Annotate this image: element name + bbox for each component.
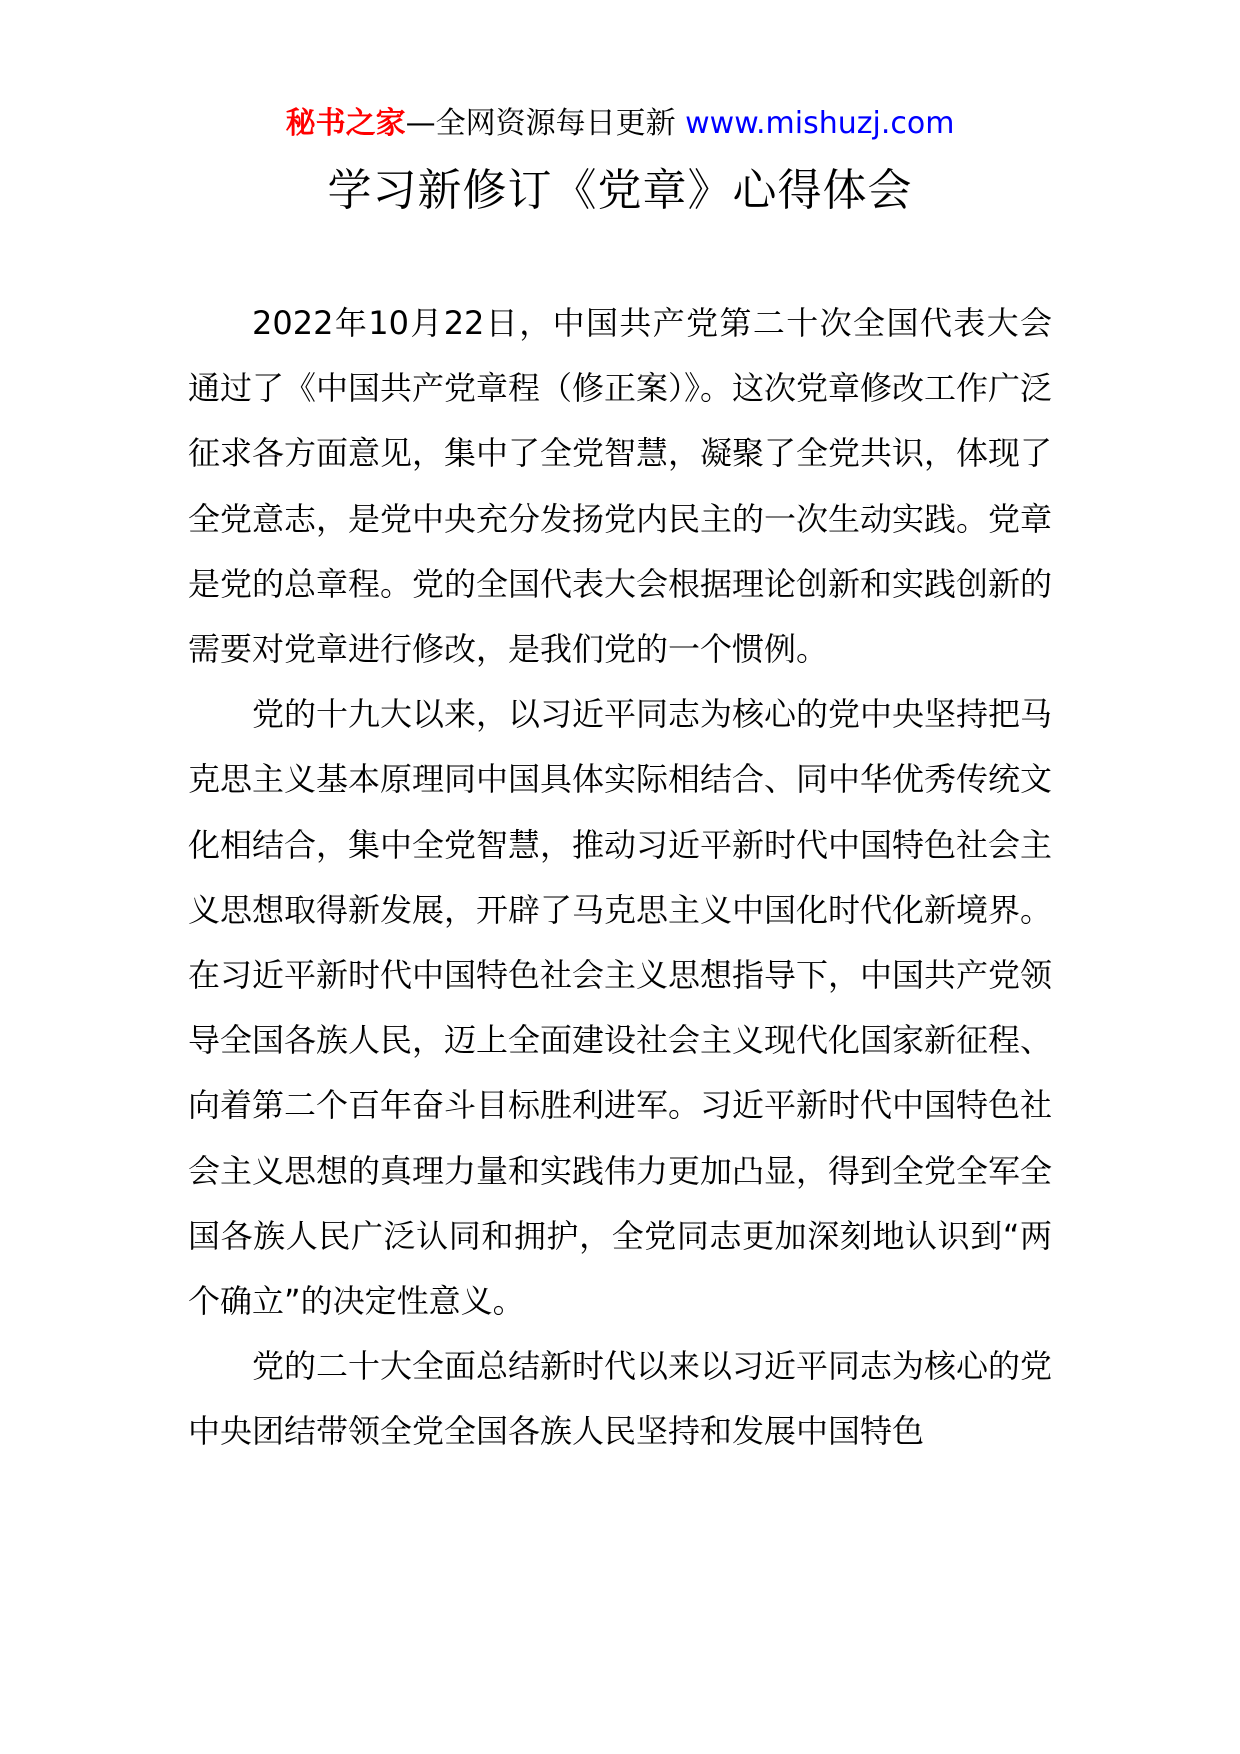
site-url: www.mishuzj.com: [685, 106, 955, 141]
paragraph: 2022年10月22日，中国共产党第二十次全国代表大会通过了《中国共产党章程（修正案）》。这次党章修改工作广泛征求各方面意见，集中了全党智慧，凝聚了全党共识，体现了全党意志，是党中央充分发扬党内民主的一次生动实践。党章是党的总章程。党的全国代表大会根据理论创新和实践创新的需要对党章进行修改，是我们党的一个惯例。: [188, 304, 1053, 669]
document-body: [188, 291, 1052, 1465]
site-name: 秘书之家: [285, 106, 406, 141]
paragraph: 党的二十大全面总结新时代以来以习近平同志为核心的党中央团结带领全党全国各族人民坚持和发展中国特色: [188, 1347, 1053, 1451]
paragraph: 党的十九大以来，以习近平同志为核心的党中央坚持把马克思主义基本原理同中国具体实际相结合、同中华优秀传统文化相结合，集中全党智慧，推动习近平新时代中国特色社会主义思想取得新发展，开辟了马克思主义中国化时代化新境界。在习近平新时代中国特色社会主义思想指导下，中国共产党领导全国各族人民，迈上全面建设社会主义现代化国家新征程、向着第二个百年奋斗目标胜利进军。习近平新时代中国特色社会主义思想的真理力量和实践伟力更加凸显，得到全党全军全国各族人民广泛认同和拥护，全党同志更加深刻地认识到“两个确立”的决定性意义。: [188, 695, 1053, 1321]
document-title: 学习新修订《党章》心得体会: [327, 165, 913, 216]
site-header: [0, 104, 1240, 144]
site-slogan: —全网资源每日更新: [405, 106, 686, 141]
